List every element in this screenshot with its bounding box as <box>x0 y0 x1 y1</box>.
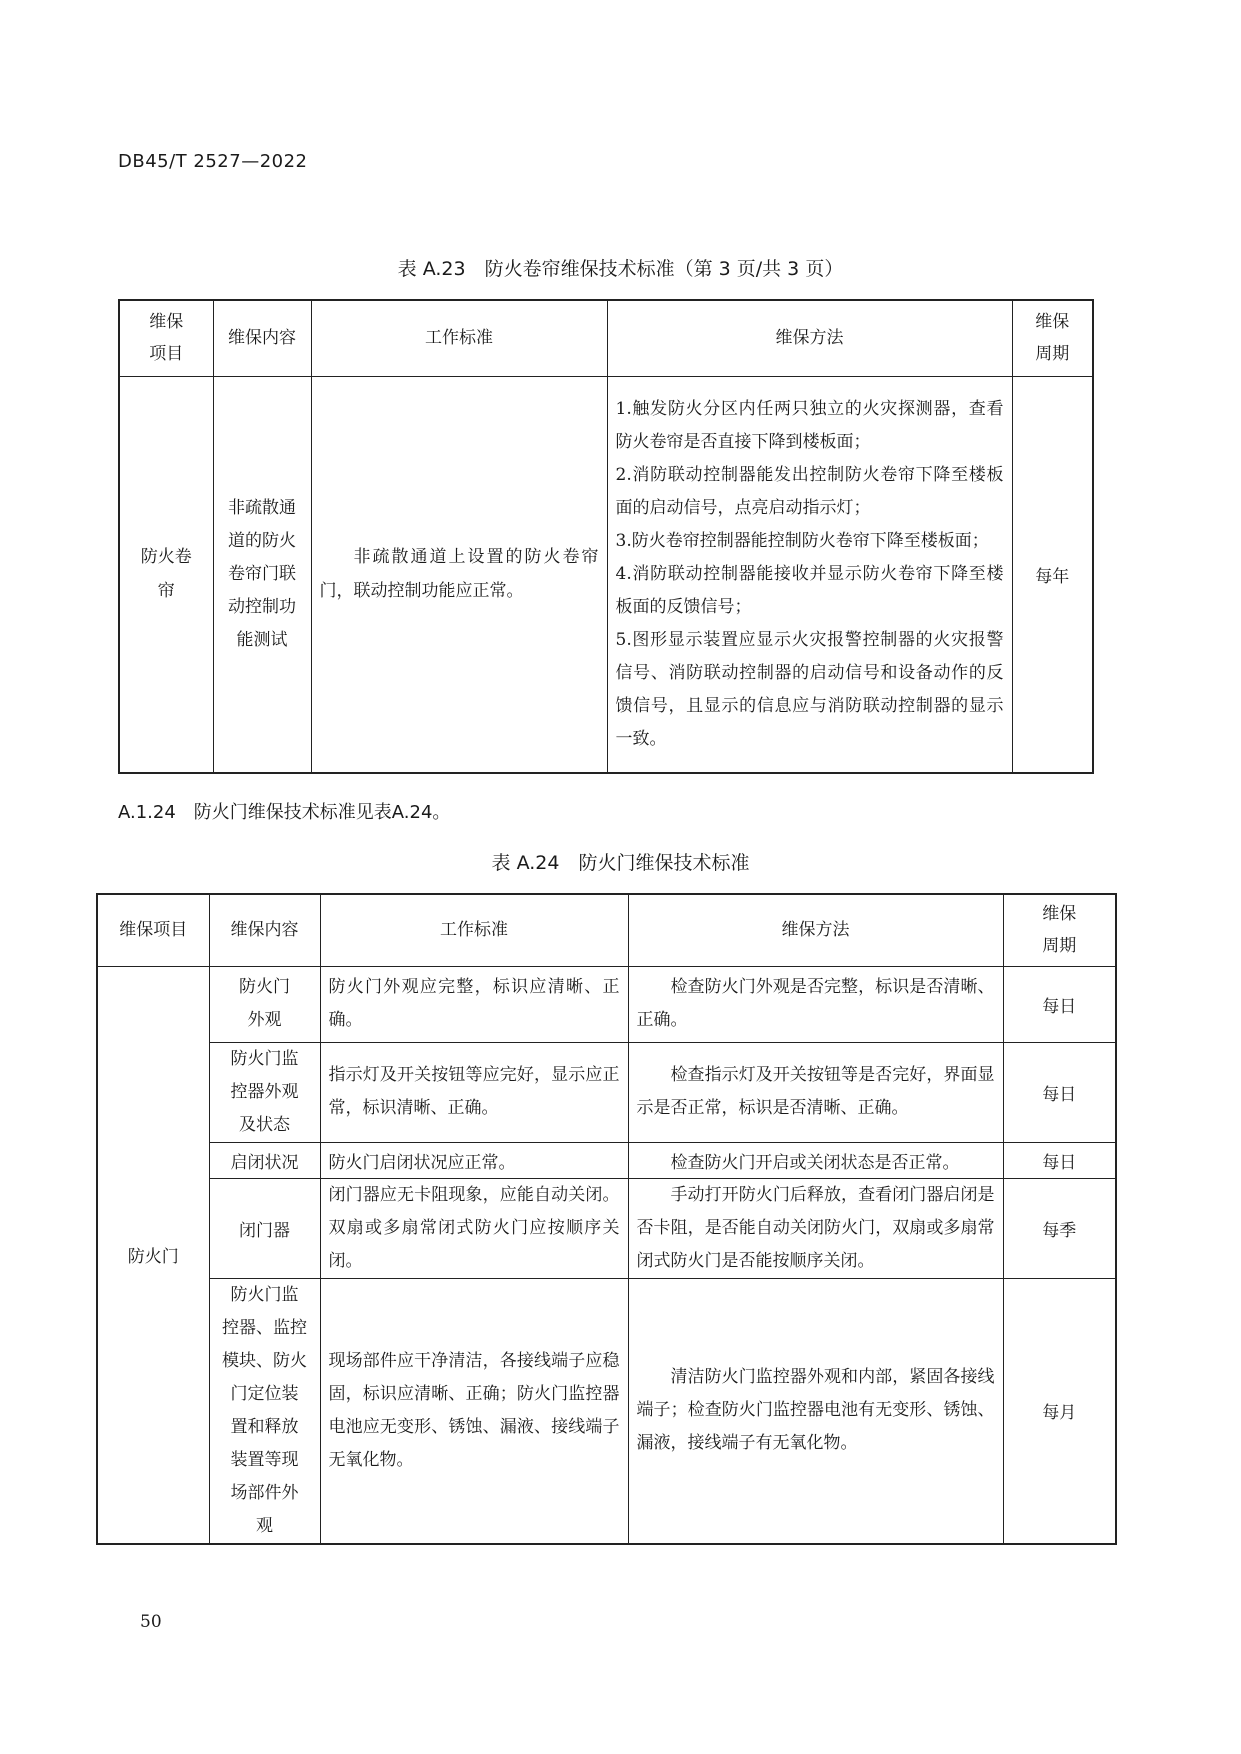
header-cell: 维保 周期 <box>1003 894 1116 966</box>
table-row <box>97 1278 1116 1544</box>
table-header-row <box>97 894 1116 966</box>
clause-a-1-24 <box>118 798 450 824</box>
table-a24-caption: 表 A.24 防火门维保技术标准 <box>491 852 750 874</box>
table-row <box>97 1142 1116 1178</box>
maintenance-content: 防火门监 控器、监控 模块、防火 门定位装 置和释放 装置等现 场部件外 观 <box>209 1278 320 1544</box>
method-step: 5.图形显示装置应显示火灾报警控制器的火灾报警信号、消防联动控制器的启动信号和设备动作的反馈信号，且显示的信息应与消防联动控制器的显示一致。 <box>615 629 1004 749</box>
table-a23-caption: 表 A.23 防火卷帘维保技术标准（第 3 页/共 3 页） <box>397 258 844 280</box>
method-step: 3.防火卷帘控制器能控制防火卷帘下降至楼板面； <box>615 530 989 551</box>
table-row <box>97 1178 1116 1278</box>
page-number: 50 <box>140 1612 162 1632</box>
maintenance-method: 检查指示灯及开关按钮等是否完好，界面显示是否正常，标识是否清晰、正确。 <box>628 1042 1003 1142</box>
table-row <box>97 966 1116 1042</box>
maintenance-content: 防火门监 控器外观 及状态 <box>209 1042 320 1142</box>
maintenance-item: 防火卷 帘 <box>119 376 213 773</box>
maintenance-period: 每季 <box>1003 1178 1116 1278</box>
header-cell: 维保 周期 <box>1012 300 1093 376</box>
maintenance-method: 手动打开防火门后释放，查看闭门器启闭是否卡阻，是否能自动关闭防火门，双扇或多扇常闭式防火门是否能按顺序关闭。 <box>628 1178 1003 1278</box>
clause-text: 防火门维保技术标准见表A.24。 <box>193 802 451 823</box>
maintenance-period: 每月 <box>1003 1278 1116 1544</box>
maintenance-content: 非疏散通 道的防火 卷帘门联 动控制功 能测试 <box>213 376 311 773</box>
header-cell: 维保方法 <box>628 894 1003 966</box>
table-row <box>119 376 1093 773</box>
document-code: DB45/T 2527—2022 <box>118 151 308 172</box>
maintenance-item: 防火门 <box>97 966 209 1544</box>
maintenance-method <box>607 376 1012 773</box>
header-cell: 维保项目 <box>97 894 209 966</box>
method-step: 1.触发防火分区内任两只独立的火灾探测器，查看防火卷帘是否直接下降到楼板面； <box>615 398 1004 452</box>
maintenance-method: 检查防火门开启或关闭状态是否正常。 <box>628 1142 1003 1178</box>
table-a23 <box>118 299 1094 774</box>
table-header-row <box>119 300 1093 376</box>
maintenance-method: 检查防火门外观是否完整，标识是否清晰、正确。 <box>628 966 1003 1042</box>
maintenance-period: 每年 <box>1012 376 1093 773</box>
work-standard: 指示灯及开关按钮等应完好，显示应正常，标识清晰、正确。 <box>320 1042 628 1142</box>
header-cell: 工作标准 <box>320 894 628 966</box>
method-step: 2.消防联动控制器能发出控制防火卷帘下降至楼板面的启动信号，点亮启动指示灯； <box>615 464 1004 518</box>
table-a24 <box>96 893 1117 1545</box>
work-standard: 防火门外观应完整，标识应清晰、正确。 <box>320 966 628 1042</box>
maintenance-period: 每日 <box>1003 966 1116 1042</box>
header-cell: 维保内容 <box>209 894 320 966</box>
header-cell: 维保方法 <box>607 300 1012 376</box>
work-standard: 现场部件应干净清洁，各接线端子应稳固，标识应清晰、正确；防火门监控器电池应无变形、锈蚀、漏液、接线端子无氧化物。 <box>320 1278 628 1544</box>
header-cell: 维保内容 <box>213 300 311 376</box>
work-standard: 防火门启闭状况应正常。 <box>320 1142 628 1178</box>
maintenance-period: 每日 <box>1003 1042 1116 1142</box>
maintenance-period: 每日 <box>1003 1142 1116 1178</box>
header-cell: 维保 项目 <box>119 300 213 376</box>
method-step: 4.消防联动控制器能接收并显示防火卷帘下降至楼板面的反馈信号； <box>615 563 1004 617</box>
work-standard: 闭门器应无卡阻现象，应能自动关闭。双扇或多扇常闭式防火门应按顺序关闭。 <box>320 1178 628 1278</box>
clause-number: A.1.24 <box>118 802 176 823</box>
maintenance-content: 启闭状况 <box>209 1142 320 1178</box>
maintenance-content: 闭门器 <box>209 1178 320 1278</box>
work-standard: 非疏散通道上设置的防火卷帘门，联动控制功能应正常。 <box>311 376 607 773</box>
maintenance-content: 防火门 外观 <box>209 966 320 1042</box>
maintenance-method: 清洁防火门监控器外观和内部，紧固各接线端子；检查防火门监控器电池有无变形、锈蚀、漏液，接线端子有无氧化物。 <box>628 1278 1003 1544</box>
header-cell: 工作标准 <box>311 300 607 376</box>
table-row <box>97 1042 1116 1142</box>
